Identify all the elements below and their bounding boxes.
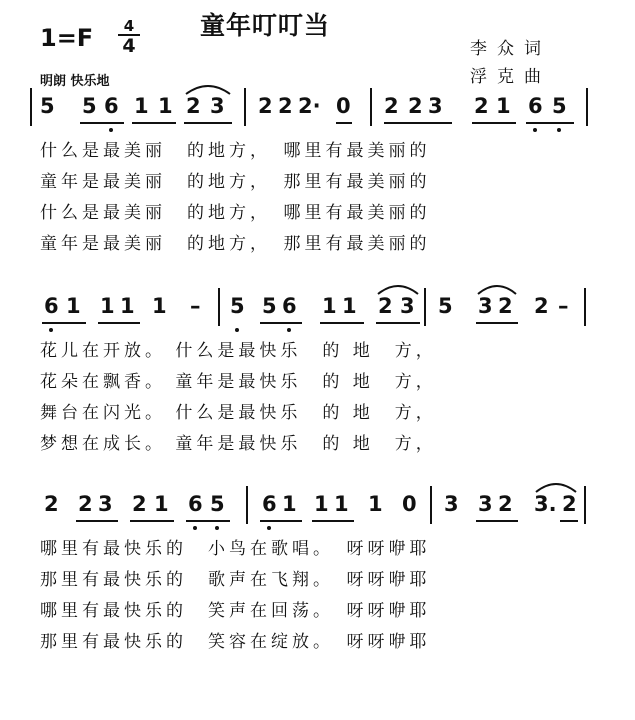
beam-underline bbox=[376, 322, 420, 324]
note: 5 bbox=[262, 294, 277, 318]
octave-dot bbox=[557, 128, 561, 132]
note: 5 bbox=[230, 294, 245, 318]
beam-underline bbox=[132, 122, 176, 124]
note: 5 bbox=[82, 94, 97, 118]
note: 0 bbox=[402, 492, 417, 516]
beam-underline bbox=[476, 520, 518, 522]
lyric-line: 什么是最美丽 的地方， 哪里有最美丽的 bbox=[40, 141, 431, 161]
note: 6 bbox=[104, 94, 119, 118]
note: 5 bbox=[210, 492, 225, 516]
note: 1 bbox=[100, 294, 115, 318]
octave-dot bbox=[49, 328, 53, 332]
note: 5 bbox=[552, 94, 567, 118]
barline bbox=[430, 486, 432, 524]
beam-underline bbox=[76, 520, 118, 522]
slur bbox=[184, 82, 232, 96]
beam-underline bbox=[186, 520, 230, 522]
meter-top: 4 bbox=[123, 17, 135, 35]
note: 6 bbox=[262, 492, 277, 516]
note: 1 bbox=[314, 492, 329, 516]
lyric-line: 童年是最美丽 的地方， 那里有最美丽的 bbox=[40, 234, 431, 254]
note: 3 bbox=[400, 294, 415, 318]
beam-underline bbox=[320, 322, 364, 324]
note: 2 bbox=[132, 492, 147, 516]
octave-dot bbox=[109, 128, 113, 132]
beam-underline bbox=[560, 520, 578, 522]
note: 2 bbox=[498, 294, 513, 318]
note: 2 bbox=[474, 94, 489, 118]
note: 3. bbox=[534, 492, 557, 516]
note: – bbox=[558, 294, 569, 318]
beam-underline bbox=[260, 520, 302, 522]
note: 1 bbox=[342, 294, 357, 318]
note: 3 bbox=[98, 492, 113, 516]
beam-underline bbox=[472, 122, 516, 124]
note: 3 bbox=[210, 94, 225, 118]
meter-bottom: 4 bbox=[118, 34, 140, 56]
barline bbox=[586, 88, 588, 126]
note: 6 bbox=[282, 294, 297, 318]
beam-underline bbox=[336, 122, 352, 124]
barline bbox=[584, 288, 586, 326]
note: 1 bbox=[282, 492, 297, 516]
octave-dot bbox=[287, 328, 291, 332]
octave-dot bbox=[533, 128, 537, 132]
note: 2 bbox=[258, 94, 273, 118]
note: 2 bbox=[44, 492, 59, 516]
lyric-line: 花朵在飘香。 童年是最快乐 的 地 方， bbox=[40, 372, 437, 392]
octave-dot bbox=[267, 526, 271, 530]
note: 1 bbox=[134, 94, 149, 118]
note: 2 bbox=[562, 492, 577, 516]
note: 1 bbox=[152, 294, 167, 318]
lyric-line: 舞台在闪光。 什么是最快乐 的 地 方， bbox=[40, 403, 437, 423]
lyric-line: 童年是最美丽 的地方， 那里有最美丽的 bbox=[40, 172, 431, 192]
note: 2 bbox=[186, 94, 201, 118]
beam-underline bbox=[526, 122, 574, 124]
lyric-line: 梦想在成长。 童年是最快乐 的 地 方， bbox=[40, 434, 437, 454]
beam-underline bbox=[384, 122, 452, 124]
slur bbox=[476, 282, 518, 296]
note: 1 bbox=[496, 94, 511, 118]
note: 6 bbox=[528, 94, 543, 118]
time-signature bbox=[118, 18, 140, 56]
note: 1 bbox=[334, 492, 349, 516]
note: 2 bbox=[78, 492, 93, 516]
note: 3 bbox=[444, 492, 459, 516]
note: 3 bbox=[428, 94, 443, 118]
key-signature: 1=F bbox=[40, 24, 94, 52]
song-title: 童年叮叮当 bbox=[200, 11, 331, 40]
lyric-line: 花儿在开放。 什么是最快乐 的 地 方， bbox=[40, 341, 437, 361]
note: 2 bbox=[408, 94, 423, 118]
barline bbox=[218, 288, 220, 326]
beam-underline bbox=[98, 322, 140, 324]
barline bbox=[424, 288, 426, 326]
beam-underline bbox=[130, 520, 174, 522]
note: 2 bbox=[534, 294, 549, 318]
beam-underline bbox=[184, 122, 232, 124]
note: 5 bbox=[438, 294, 453, 318]
barline bbox=[244, 88, 246, 126]
barline bbox=[370, 88, 372, 126]
note: 0 bbox=[336, 94, 351, 118]
note: 1 bbox=[120, 294, 135, 318]
beam-underline bbox=[42, 322, 86, 324]
note: 2 bbox=[384, 94, 399, 118]
note: 2 bbox=[278, 94, 293, 118]
slur bbox=[534, 480, 578, 494]
beam-underline bbox=[476, 322, 518, 324]
lyric-line: 那里有最快乐的 笑容在绽放。 呀呀咿耶 bbox=[40, 632, 431, 652]
slur bbox=[376, 282, 420, 296]
tempo-marking: 明朗 快乐地 bbox=[40, 74, 110, 89]
barline bbox=[246, 486, 248, 524]
note: 1 bbox=[158, 94, 173, 118]
note: 6 bbox=[188, 492, 203, 516]
lyric-line: 哪里有最快乐的 笑声在回荡。 呀呀咿耶 bbox=[40, 601, 431, 621]
lyric-line: 哪里有最快乐的 小鸟在歌唱。 呀呀咿耶 bbox=[40, 539, 431, 559]
octave-dot bbox=[193, 526, 197, 530]
note: 1 bbox=[66, 294, 81, 318]
note: 2 bbox=[498, 492, 513, 516]
lyric-line: 什么是最美丽 的地方， 哪里有最美丽的 bbox=[40, 203, 431, 223]
lyricist-credit: 李众词 bbox=[470, 39, 551, 59]
beam-underline bbox=[260, 322, 302, 324]
octave-dot bbox=[215, 526, 219, 530]
barline bbox=[584, 486, 586, 524]
note: 5 bbox=[40, 94, 55, 118]
note: – bbox=[190, 294, 201, 318]
note: 1 bbox=[154, 492, 169, 516]
note: 1 bbox=[322, 294, 337, 318]
note: 3 bbox=[478, 294, 493, 318]
note: 2 bbox=[378, 294, 393, 318]
beam-underline bbox=[312, 520, 354, 522]
composer-credit: 浮克曲 bbox=[470, 67, 551, 87]
note: 3 bbox=[478, 492, 493, 516]
lyric-line: 那里有最快乐的 歌声在飞翔。 呀呀咿耶 bbox=[40, 570, 431, 590]
note: 2· bbox=[298, 94, 321, 118]
barline bbox=[30, 88, 32, 126]
note: 6 bbox=[44, 294, 59, 318]
beam-underline bbox=[80, 122, 124, 124]
note: 1 bbox=[368, 492, 383, 516]
octave-dot bbox=[235, 328, 239, 332]
